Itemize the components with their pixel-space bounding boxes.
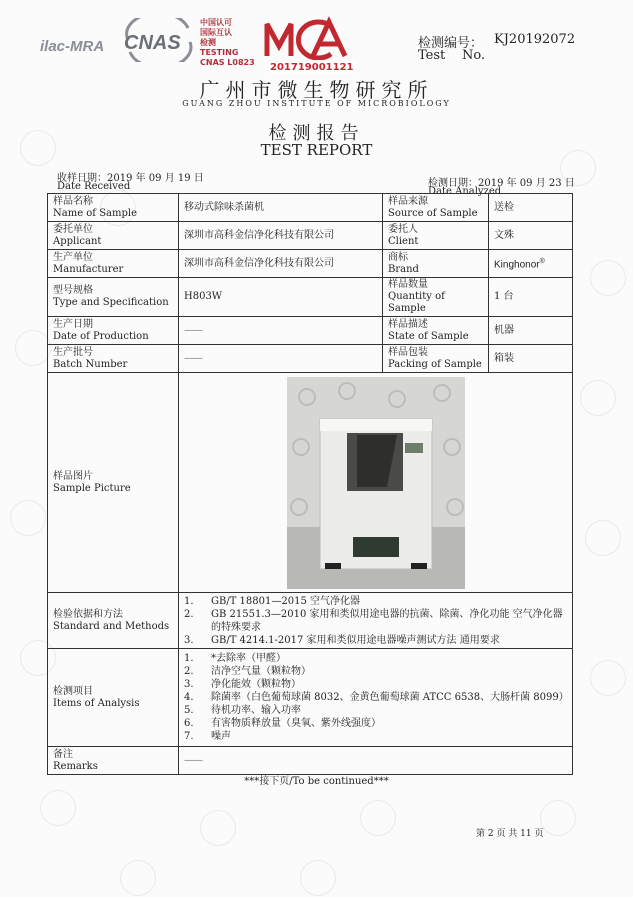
cell-value: 深圳市高科金信净化科技有限公司: [179, 250, 383, 278]
cell-label: 生产批号 Batch Number: [48, 345, 179, 373]
cell-label: 样品数量 Quantity of Sample: [383, 278, 489, 317]
cell-label: 样品包装 Packing of Sample: [383, 345, 489, 373]
list-item: 1. *去除率（甲醛）: [184, 653, 286, 664]
report-no: KJ20192072: [494, 32, 576, 47]
sample-picture-cell: [179, 373, 573, 593]
date-analyzed-cn: 检测日期：2019 年 09 月 23 日: [428, 178, 575, 189]
list-item: 6. 有害物质释放量（臭氧、紫外线强度）: [184, 718, 381, 729]
analysis-list: [184, 652, 567, 743]
cma-number: 201719001121: [270, 62, 354, 73]
ilac-mra-logo: ilac-MRA: [40, 38, 105, 55]
cell-label: 型号规格 Type and Specification: [48, 278, 179, 317]
table-row: [48, 250, 573, 278]
table-row: [48, 593, 573, 649]
list-item: 3. 净化能效（颗粒物）: [184, 679, 301, 690]
cell-value: 移动式除味杀菌机: [179, 194, 383, 222]
registered-mark: ®: [539, 257, 545, 265]
cell-value: ——: [179, 345, 383, 373]
report-no-en-suffix: No.: [462, 48, 486, 63]
table-row: [48, 747, 573, 775]
table-row: [48, 649, 573, 747]
cell-value: 送检: [489, 194, 573, 222]
cnas-accreditation-text: 中国认可 国际互认 检测 TESTING CNAS L0823: [200, 18, 255, 67]
cma-seal-icon: [263, 16, 357, 60]
institute-name-cn: 广州市微生物研究所: [199, 78, 434, 102]
table-row: [48, 222, 573, 250]
standards-list: [184, 595, 567, 647]
date-analyzed-en: Date Analyzed: [428, 186, 502, 197]
report-title-cn: 检测报告: [268, 123, 365, 144]
brand-name: Kinghonor: [494, 259, 540, 271]
cell-value: 箱装: [489, 345, 573, 373]
table-row: [48, 194, 573, 222]
report-title-en: TEST REPORT: [260, 141, 373, 159]
institute-name-en: GUANG ZHOU INSTITUTE OF MICROBIOLOGY: [182, 99, 451, 108]
page-number: 第 2 页 共 11 页: [476, 829, 544, 839]
cell-label: 样品名称 Name of Sample: [48, 194, 179, 222]
list-item: 1. GB/T 18801—2015 空气净化器: [184, 595, 360, 607]
date-received-cn: 收样日期：2019 年 09 月 19 日: [57, 173, 204, 184]
cell-label: 样品图片 Sample Picture: [48, 373, 179, 593]
cell-label: 样品描述 State of Sample: [383, 317, 489, 345]
cell-value: [489, 250, 573, 278]
list-item: 7. 噪声: [184, 731, 231, 742]
cell-label: 生产日期 Date of Production: [48, 317, 179, 345]
list-item: 5. 待机功率、输入功率: [184, 705, 301, 716]
analysis-cell: [179, 649, 573, 747]
cell-label: 检测项目 Items of Analysis: [48, 649, 179, 747]
cell-value: ——: [179, 317, 383, 345]
standards-cell: [179, 593, 573, 649]
list-item: 2. 洁净空气量（颗粒物）: [184, 666, 311, 677]
cell-label: 备注 Remarks: [48, 747, 179, 775]
cell-value: H803W: [179, 278, 383, 317]
cell-label: 样品来源 Source of Sample: [383, 194, 489, 222]
remarks-value: ——: [179, 747, 573, 775]
cell-value: 文殊: [489, 222, 573, 250]
cell-value: 1 台: [489, 278, 573, 317]
cell-value: 深圳市高科金信净化科技有限公司: [179, 222, 383, 250]
cnas-logo-text: CNAS: [124, 32, 181, 54]
sample-photo: [287, 377, 465, 589]
table-row: [48, 373, 573, 593]
list-item: 4. 除菌率（白色葡萄球菌 8032、金黄色葡萄球菌 ATCC 6538、大肠杆菌 8099）: [184, 692, 569, 703]
report-table: [47, 193, 573, 775]
table-row: [48, 345, 573, 373]
cell-label: 生产单位 Manufacturer: [48, 250, 179, 278]
cell-value: 机器: [489, 317, 573, 345]
list-item: 2. GB 21551.3—2010 家用和类似用途电器的抗菌、除菌、净化功能 空气净化器的特殊要求: [184, 608, 563, 633]
table-row: [48, 278, 573, 317]
report-no-label: 检测编号：: [418, 36, 484, 51]
continued-note: ***接下页/To be continued***: [244, 776, 389, 787]
date-received-en: Date Received: [57, 181, 131, 192]
table-row: [48, 317, 573, 345]
cell-label: 委托单位 Applicant: [48, 222, 179, 250]
air-purifier-illustration: [287, 377, 465, 589]
list-item: 3. GB/T 4214.1-2017 家用和类似用途电器噪声测试方法 通用要求: [184, 634, 500, 646]
cell-label: 商标 Brand: [383, 250, 489, 278]
cell-label: 委托人 Client: [383, 222, 489, 250]
cell-label: 检验依据和方法 Standard and Methods: [48, 593, 179, 649]
report-no-en: Test: [418, 48, 446, 63]
